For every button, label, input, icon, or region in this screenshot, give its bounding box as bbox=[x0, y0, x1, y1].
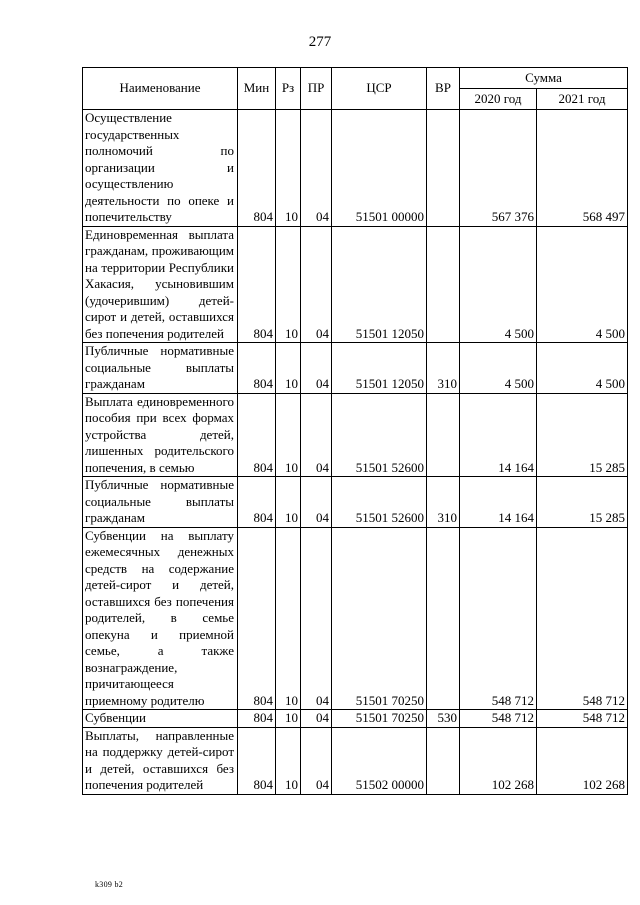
row-2021: 102 268 bbox=[537, 727, 628, 794]
row-name: Публичные нормативные социальные выплаты гражданам bbox=[83, 477, 238, 528]
row-csr: 51502 00000 bbox=[332, 727, 427, 794]
row-min: 804 bbox=[238, 393, 276, 477]
row-vr bbox=[427, 226, 460, 343]
row-2021: 4 500 bbox=[537, 226, 628, 343]
row-vr bbox=[427, 110, 460, 227]
row-pr: 04 bbox=[301, 393, 332, 477]
header-csr: ЦСР bbox=[332, 68, 427, 110]
page-number: 277 bbox=[308, 34, 332, 50]
row-rz: 10 bbox=[276, 710, 301, 728]
row-name: Субвенции bbox=[83, 710, 238, 728]
row-vr bbox=[427, 727, 460, 794]
row-2021: 548 712 bbox=[537, 710, 628, 728]
row-csr: 51501 00000 bbox=[332, 110, 427, 227]
table-row bbox=[83, 226, 628, 343]
row-pr: 04 bbox=[301, 527, 332, 710]
row-csr: 51501 70250 bbox=[332, 710, 427, 728]
row-2020: 567 376 bbox=[460, 110, 537, 227]
table-row bbox=[83, 110, 628, 227]
row-pr: 04 bbox=[301, 710, 332, 728]
row-csr: 51501 12050 bbox=[332, 226, 427, 343]
header-year-2021: 2021 год bbox=[537, 89, 628, 110]
row-min: 804 bbox=[238, 710, 276, 728]
row-min: 804 bbox=[238, 343, 276, 394]
row-csr: 51501 70250 bbox=[332, 527, 427, 710]
row-2021: 15 285 bbox=[537, 477, 628, 528]
row-csr: 51501 52600 bbox=[332, 477, 427, 528]
row-pr: 04 bbox=[301, 343, 332, 394]
row-rz: 10 bbox=[276, 110, 301, 227]
footer-code: k309 b2 bbox=[95, 880, 124, 889]
row-min: 804 bbox=[238, 226, 276, 343]
table-row bbox=[83, 343, 628, 394]
row-pr: 04 bbox=[301, 226, 332, 343]
header-min: Мин bbox=[238, 68, 276, 110]
header-pr: ПР bbox=[301, 68, 332, 110]
row-2020: 14 164 bbox=[460, 477, 537, 528]
row-rz: 10 bbox=[276, 226, 301, 343]
row-2021: 15 285 bbox=[537, 393, 628, 477]
row-2020: 4 500 bbox=[460, 226, 537, 343]
row-rz: 10 bbox=[276, 527, 301, 710]
row-2020: 102 268 bbox=[460, 727, 537, 794]
row-vr bbox=[427, 393, 460, 477]
row-rz: 10 bbox=[276, 393, 301, 477]
budget-table bbox=[82, 67, 628, 795]
row-vr: 310 bbox=[427, 477, 460, 528]
row-vr: 310 bbox=[427, 343, 460, 394]
table-row bbox=[83, 727, 628, 794]
row-csr: 51501 52600 bbox=[332, 393, 427, 477]
table-row bbox=[83, 527, 628, 710]
header-name: Наименование bbox=[83, 68, 238, 110]
header-vr: ВР bbox=[427, 68, 460, 110]
row-name: Осуществление государственных полномочий по организации и осуществлению деятельности по опеке и попечительству bbox=[83, 110, 238, 227]
row-name: Публичные нормативные социальные выплаты гражданам bbox=[83, 343, 238, 394]
header-rz: Рз bbox=[276, 68, 301, 110]
row-csr: 51501 12050 bbox=[332, 343, 427, 394]
table-row bbox=[83, 393, 628, 477]
row-2021: 4 500 bbox=[537, 343, 628, 394]
row-min: 804 bbox=[238, 527, 276, 710]
row-rz: 10 bbox=[276, 727, 301, 794]
row-min: 804 bbox=[238, 727, 276, 794]
row-2020: 548 712 bbox=[460, 710, 537, 728]
row-min: 804 bbox=[238, 110, 276, 227]
table-row bbox=[83, 710, 628, 728]
row-2020: 14 164 bbox=[460, 393, 537, 477]
row-vr: 530 bbox=[427, 710, 460, 728]
row-pr: 04 bbox=[301, 477, 332, 528]
row-pr: 04 bbox=[301, 727, 332, 794]
row-rz: 10 bbox=[276, 343, 301, 394]
row-name: Выплата единовременного пособия при всех формах устройства детей, лишенных родительского попечения, в семью bbox=[83, 393, 238, 477]
row-name: Выплаты, направленные на поддержку детей-сирот и детей, оставшихся без попечения родителей bbox=[83, 727, 238, 794]
row-name: Субвенции на выплату ежемесячных денежных средств на содержание детей-сирот и детей, оставшихся без попечения родителей, в семье опекуна и приемной семье, а также вознаграждение, причитающееся приемному родителю bbox=[83, 527, 238, 710]
row-rz: 10 bbox=[276, 477, 301, 528]
row-2021: 548 712 bbox=[537, 527, 628, 710]
header-year-2020: 2020 год bbox=[460, 89, 537, 110]
table-row bbox=[83, 477, 628, 528]
header-sum: Сумма bbox=[460, 68, 628, 89]
row-name: Единовременная выплата гражданам, проживающим на территории Республики Хакасия, усыновившим (удочерившим) детей-сирот и детей, оставшихся без попечения родителей bbox=[83, 226, 238, 343]
row-vr bbox=[427, 527, 460, 710]
row-pr: 04 bbox=[301, 110, 332, 227]
row-2021: 568 497 bbox=[537, 110, 628, 227]
row-2020: 548 712 bbox=[460, 527, 537, 710]
row-2020: 4 500 bbox=[460, 343, 537, 394]
row-min: 804 bbox=[238, 477, 276, 528]
